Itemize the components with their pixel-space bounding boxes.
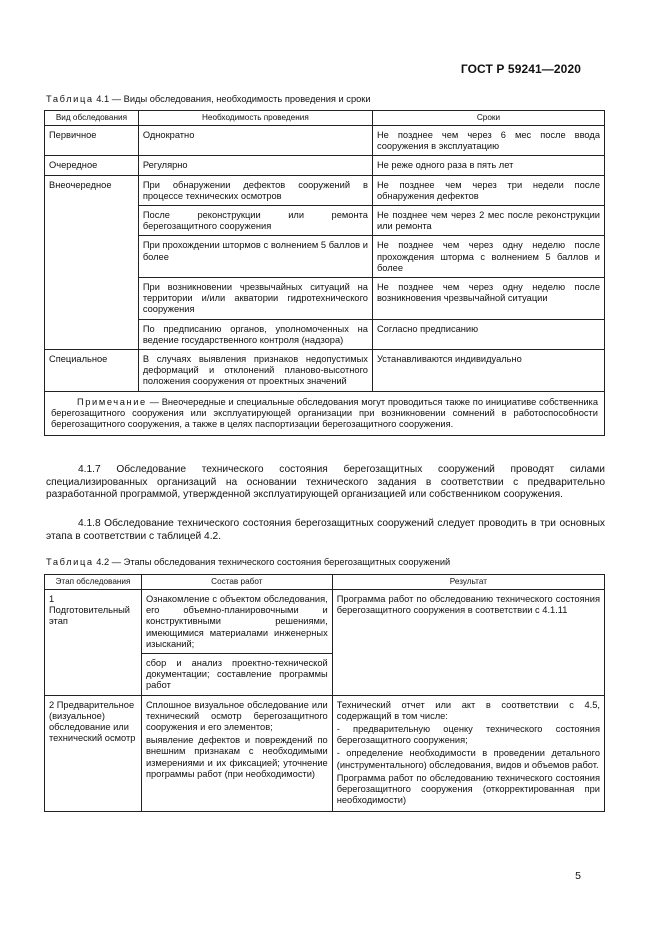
cell-need: После реконструкции или ремонта берегозащитного сооружения bbox=[138, 206, 372, 236]
table-4-1-caption bbox=[46, 94, 371, 104]
work-item: Сплошное визуальное обследование или технический осмотр берегозащитного сооружения и его элементов; bbox=[145, 699, 328, 733]
cell-stage: 2 Предварительное (визуальное) обследование или технический осмотр bbox=[45, 695, 142, 812]
cell-need: При обнаружении дефектов сооружений в процессе технических осмотров bbox=[138, 175, 372, 205]
cell-term: Не реже одного раза в пять лет bbox=[372, 156, 604, 175]
cell-term: Не позднее чем через 2 мес после реконструкции или ремонта bbox=[372, 206, 604, 236]
column-header: Вид обследования bbox=[45, 111, 139, 126]
cell-stage: 1 Подготовительный этап bbox=[45, 590, 142, 696]
caption-prefix: Таблица bbox=[46, 557, 94, 567]
paragraph-4-1-8: 4.1.8 Обследование технического состояния берегозащитных сооружений следует проводить в три основных этапа в соответствии с таблицей 4.2. bbox=[46, 518, 605, 542]
caption-text: — Виды обследования, необходимость проведения и сроки bbox=[111, 94, 371, 104]
cell-work bbox=[141, 695, 332, 812]
note-prefix: Примечание bbox=[77, 396, 147, 407]
table-4-2-caption bbox=[46, 557, 450, 567]
caption-prefix: Таблица bbox=[46, 94, 94, 104]
cell-term: Устанавливаются индивидуально bbox=[372, 350, 604, 392]
cell-need: При возникновении чрезвычайных ситуаций на территории и/или акватории гидротехнического сооружения bbox=[138, 278, 372, 320]
cell-type: Специальное bbox=[45, 350, 139, 392]
column-header: Состав работ bbox=[141, 575, 332, 590]
cell-need: По предписанию органов, уполномоченных на ведение государственного контроля (надзора) bbox=[138, 319, 372, 349]
column-header: Результат bbox=[332, 575, 604, 590]
column-header: Этап обследования bbox=[45, 575, 142, 590]
cell-type: Внеочередное bbox=[45, 175, 139, 349]
table-row bbox=[45, 350, 605, 392]
table-row bbox=[45, 590, 605, 696]
work-item: сбор и анализ проектно-технической документации; составление программы работ bbox=[142, 653, 332, 695]
column-header: Сроки bbox=[372, 111, 604, 126]
cell-result: Программа работ по обследованию технического состояния берегозащитного сооружения в соответствии с 4.1.11 bbox=[332, 590, 604, 696]
paragraph-4-1-7: 4.1.7 Обследование технического состояния берегозащитных сооружений проводят силами специализированных организаций на основании технического задания в соответствии с предварительно разработанной программой, утвержденной эксплуатирующей организацией или собственником сооружения. bbox=[46, 464, 605, 501]
table-row bbox=[45, 156, 605, 175]
cell-need: Однократно bbox=[138, 126, 372, 156]
result-item: Технический отчет или акт в соответствии с 4.5, содержащий в том числе: bbox=[336, 699, 600, 721]
cell-need: Регулярно bbox=[138, 156, 372, 175]
result-item: - определение необходимости в проведении детального (инструментального) обследования, видов и объемов работ. bbox=[336, 748, 600, 770]
table-4-2 bbox=[44, 574, 605, 812]
cell-type: Первичное bbox=[45, 126, 139, 156]
table-row bbox=[45, 126, 605, 156]
table-4-1 bbox=[44, 110, 605, 436]
cell-term: Не позднее чем через три недели после обнаружения дефектов bbox=[372, 175, 604, 205]
cell-term: Не позднее чем через 6 мес после ввода сооружения в эксплуатацию bbox=[372, 126, 604, 156]
caption-text: — Этапы обследования технического состояния берегозащитных сооружений bbox=[111, 557, 451, 567]
cell-result bbox=[332, 695, 604, 812]
work-item: выявление дефектов и повреждений по внешним признакам с необходимыми измерениями и их фиксацией; уточнение программы работ (при необходимости) bbox=[145, 735, 328, 779]
table-header-row bbox=[45, 575, 605, 590]
table-row bbox=[45, 175, 605, 205]
cell-term: Не позднее чем через одну неделю после возникновения чрезвычайной ситуации bbox=[372, 278, 604, 320]
document-code: ГОСТ Р 59241—2020 bbox=[460, 62, 581, 76]
cell-work bbox=[141, 590, 332, 696]
result-item: - предварительную оценку технического состояния берегозащитного сооружения; bbox=[336, 724, 600, 746]
caption-number: 4.1 bbox=[96, 94, 110, 104]
table-note bbox=[45, 391, 605, 435]
page-number: 5 bbox=[575, 870, 581, 882]
table-header-row bbox=[45, 111, 605, 126]
cell-type: Очередное bbox=[45, 156, 139, 175]
cell-need: При прохождении штормов с волнением 5 баллов и более bbox=[138, 236, 372, 278]
cell-need: В случаях выявления признаков недопустимых деформаций и отклонений планово-высотного положения сооружения от проектных значений bbox=[138, 350, 372, 392]
table-note-row bbox=[45, 391, 605, 435]
column-header: Необходимость проведения bbox=[138, 111, 372, 126]
note-text: — Внеочередные и специальные обследования могут проводиться также по инициативе собственника берегозащитного сооружения или эксплуатирующей организации при возникновении сомнений в работоспособности берегозащитного сооружения, а также в целях паспортизации берегозащитного сооружения. bbox=[51, 396, 598, 430]
cell-term: Согласно предписанию bbox=[372, 319, 604, 349]
work-item: Ознакомление с объектом обследования, его объемно-планировочными и конструктивными решениями, имеющимися материалами инженерных изысканий; bbox=[145, 594, 328, 649]
table-row bbox=[45, 695, 605, 812]
caption-number: 4.2 bbox=[96, 557, 110, 567]
cell-term: Не позднее чем через одну неделю после прохождения шторма с волнением 5 баллов и более bbox=[372, 236, 604, 278]
result-item: Программа работ по обследованию технического состояния берегозащитного сооружения (откорректированная при необходимости) bbox=[336, 772, 600, 806]
